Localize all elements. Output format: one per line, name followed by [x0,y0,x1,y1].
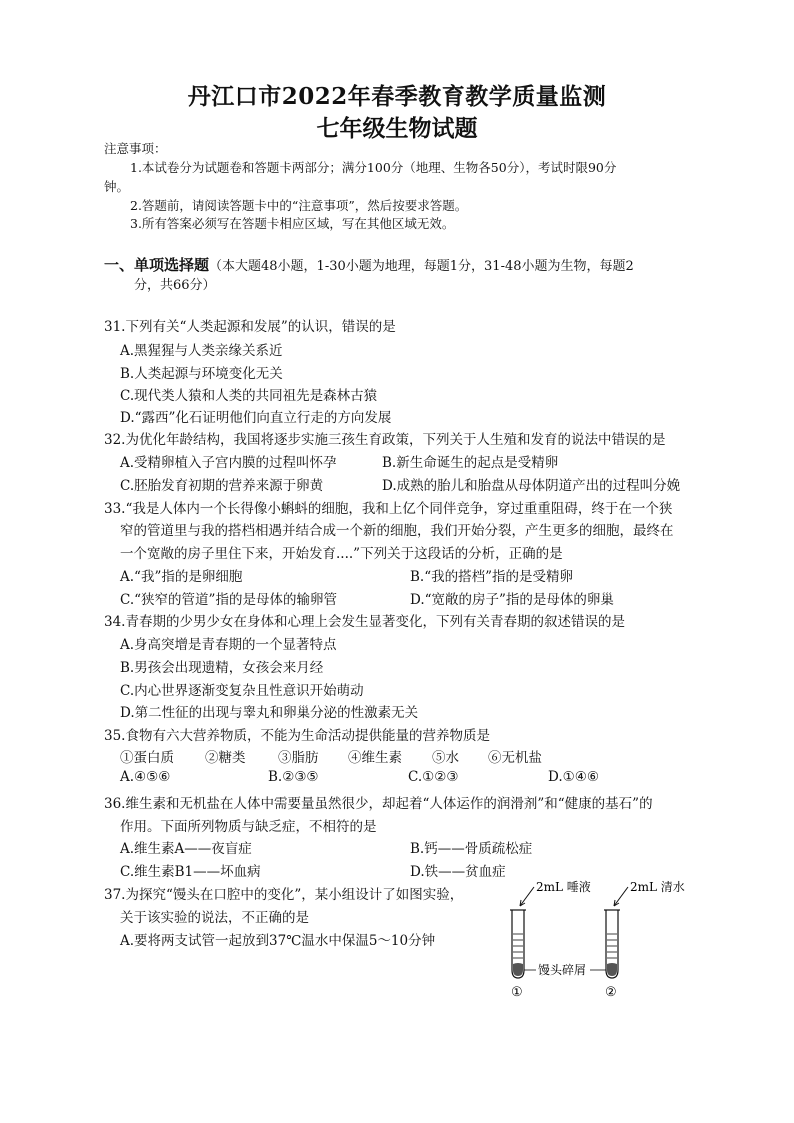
section-desc-cont: 分，共66分） [134,278,216,293]
q34-stem: 34.青春期的少男少女在身体和心理上会发生显著变化，下列有关青春期的叙述错误的是 [104,614,625,630]
tube-number-1: ① [511,985,523,1000]
q35-option-b: B.②③⑤ [268,769,319,785]
q35-item: ③脂肪 [278,750,319,766]
q34-option-b: B.男孩会出现遗精，女孩会来月经 [120,660,324,676]
figure-label-saliva: 2mL 唾液 [536,880,591,894]
q35-option-c: C.①②③ [408,769,459,785]
q37-option-a: A.要将两支试管一起放到37℃温水中保温5～10分钟 [120,933,436,949]
section-label: 一、单项选择题 [104,256,210,274]
test-tube-2 [604,910,620,978]
q31-stem: 31.下列有关“人类起源和发展”的认识，错误的是 [104,319,396,335]
q35-item: ⑤水 [432,750,459,766]
q32-option-a: A.受精卵植入子宫内膜的过程叫怀孕 [120,455,337,471]
q32-option-d: D.成熟的胎儿和胎盘从母体阴道产出的过程叫分娩 [382,478,681,494]
q33-line-3: 一个宽敞的房子里住下来，开始发育....”下列关于这段话的分析，正确的是 [120,546,563,562]
q35-item: ④维生素 [348,750,402,766]
q32-option-c: C.胚胎发育初期的营养来源于卵黄 [120,478,324,494]
q34-option-c: C.内心世界逐渐变复杂且性意识开始萌动 [120,683,364,699]
section-desc: （本大题48小题，1-30小题为地理，每题1分，31-48小题为生物，每题2 [209,259,634,274]
q36-line-2: 作用。下面所列物质与缺乏症，不相符的是 [120,819,377,835]
arrow-to-tube-2 [614,887,628,906]
q35-item: ②糖类 [205,750,246,766]
notes-heading: 注意事项： [104,141,167,156]
q36-option-d: D.铁——贫血症 [410,864,506,880]
q31-option-a: A.黑猩猩与人类亲缘关系近 [120,343,283,359]
q36-line-1: 36.维生素和无机盐在人体中需要量虽然很少，却起着“人体运作的润滑剂”和“健康的基石”的 [104,796,653,812]
q32-option-b: B.新生命诞生的起点是受精卵 [382,455,559,471]
q36-option-c: C.维生素B1——坏血病 [120,864,261,880]
section-heading [104,254,634,275]
note-2: 2.答题前，请阅读答题卡中的“注意事项”，然后按要求答题。 [130,198,468,213]
test-tube-1 [510,910,526,978]
q37-line-1: 37.为探究“馒头在口腔中的变化”，某小组设计了如图实验， [104,887,464,903]
q32-stem: 32.为优化年龄结构，我国将逐步实施三孩生育政策，下列关于人生殖和发育的说法中错误的是 [104,432,666,448]
q35-item: ⑥无机盐 [488,750,542,766]
arrow-to-tube-1 [520,887,534,906]
q33-option-d: D.“宽敞的房子”指的是母体的卵巢 [410,592,614,608]
q35-option-a: A.④⑤⑥ [120,769,171,785]
q36-option-b: B.钙——骨质疏松症 [410,841,533,857]
q35-option-d: D.①④⑥ [548,769,599,785]
figure-label-crumbs: 馒头碎屑 [538,963,587,977]
exam-subtitle: 七年级生物试题 [316,115,478,142]
q34-option-a: A.身高突增是青春期的一个显著特点 [120,637,337,653]
q33-line-1: 33.“我是人体内一个长得像小蝌蚪的细胞，我和上亿个同伴竞争，穿过重重阻碍，终于在一个狭 [104,501,673,517]
q35-stem: 35.食物有六大营养物质，不能为生命活动提供能量的营养物质是 [104,728,490,744]
q33-option-c: C.“狭窄的管道”指的是母体的输卵管 [120,592,337,608]
q35-item: ①蛋白质 [120,750,174,766]
q37-test-tube-figure [490,876,700,1002]
q33-line-2: 窄的管道里与我的搭档相遇并结合成一个新的细胞，我们开始分裂，产生更多的细胞，最终在 [120,523,674,539]
note-1: 1.本试卷分为试题卷和答题卡两部分；满分100分（地理、生物各50分），考试时限90分 [130,160,617,175]
q31-option-d: D.“露西”化石证明他们向直立行走的方向发展 [120,410,392,426]
q31-option-b: B.人类起源与环境变化无关 [120,366,283,382]
figure-label-water: 2mL 清水 [630,880,685,894]
q37-line-2: 关于该实验的说法，不正确的是 [120,910,309,926]
q34-option-d: D.第二性征的出现与睾丸和卵巢分泌的性激素无关 [120,705,419,721]
q36-option-a: A.维生素A——夜盲症 [120,841,252,857]
exam-title: 丹江口市2022年春季教育教学质量监测 [187,83,607,110]
note-1-cont: 钟。 [104,179,130,194]
q31-option-c: C.现代类人猿和人类的共同祖先是森林古猿 [120,388,378,404]
tube-number-2: ② [605,985,617,1000]
q33-option-b: B.“我的搭档”指的是受精卵 [410,569,574,585]
note-3: 3.所有答案必须写在答题卡相应区域，写在其他区域无效。 [130,216,455,231]
q33-option-a: A.“我”指的是卵细胞 [120,569,243,585]
